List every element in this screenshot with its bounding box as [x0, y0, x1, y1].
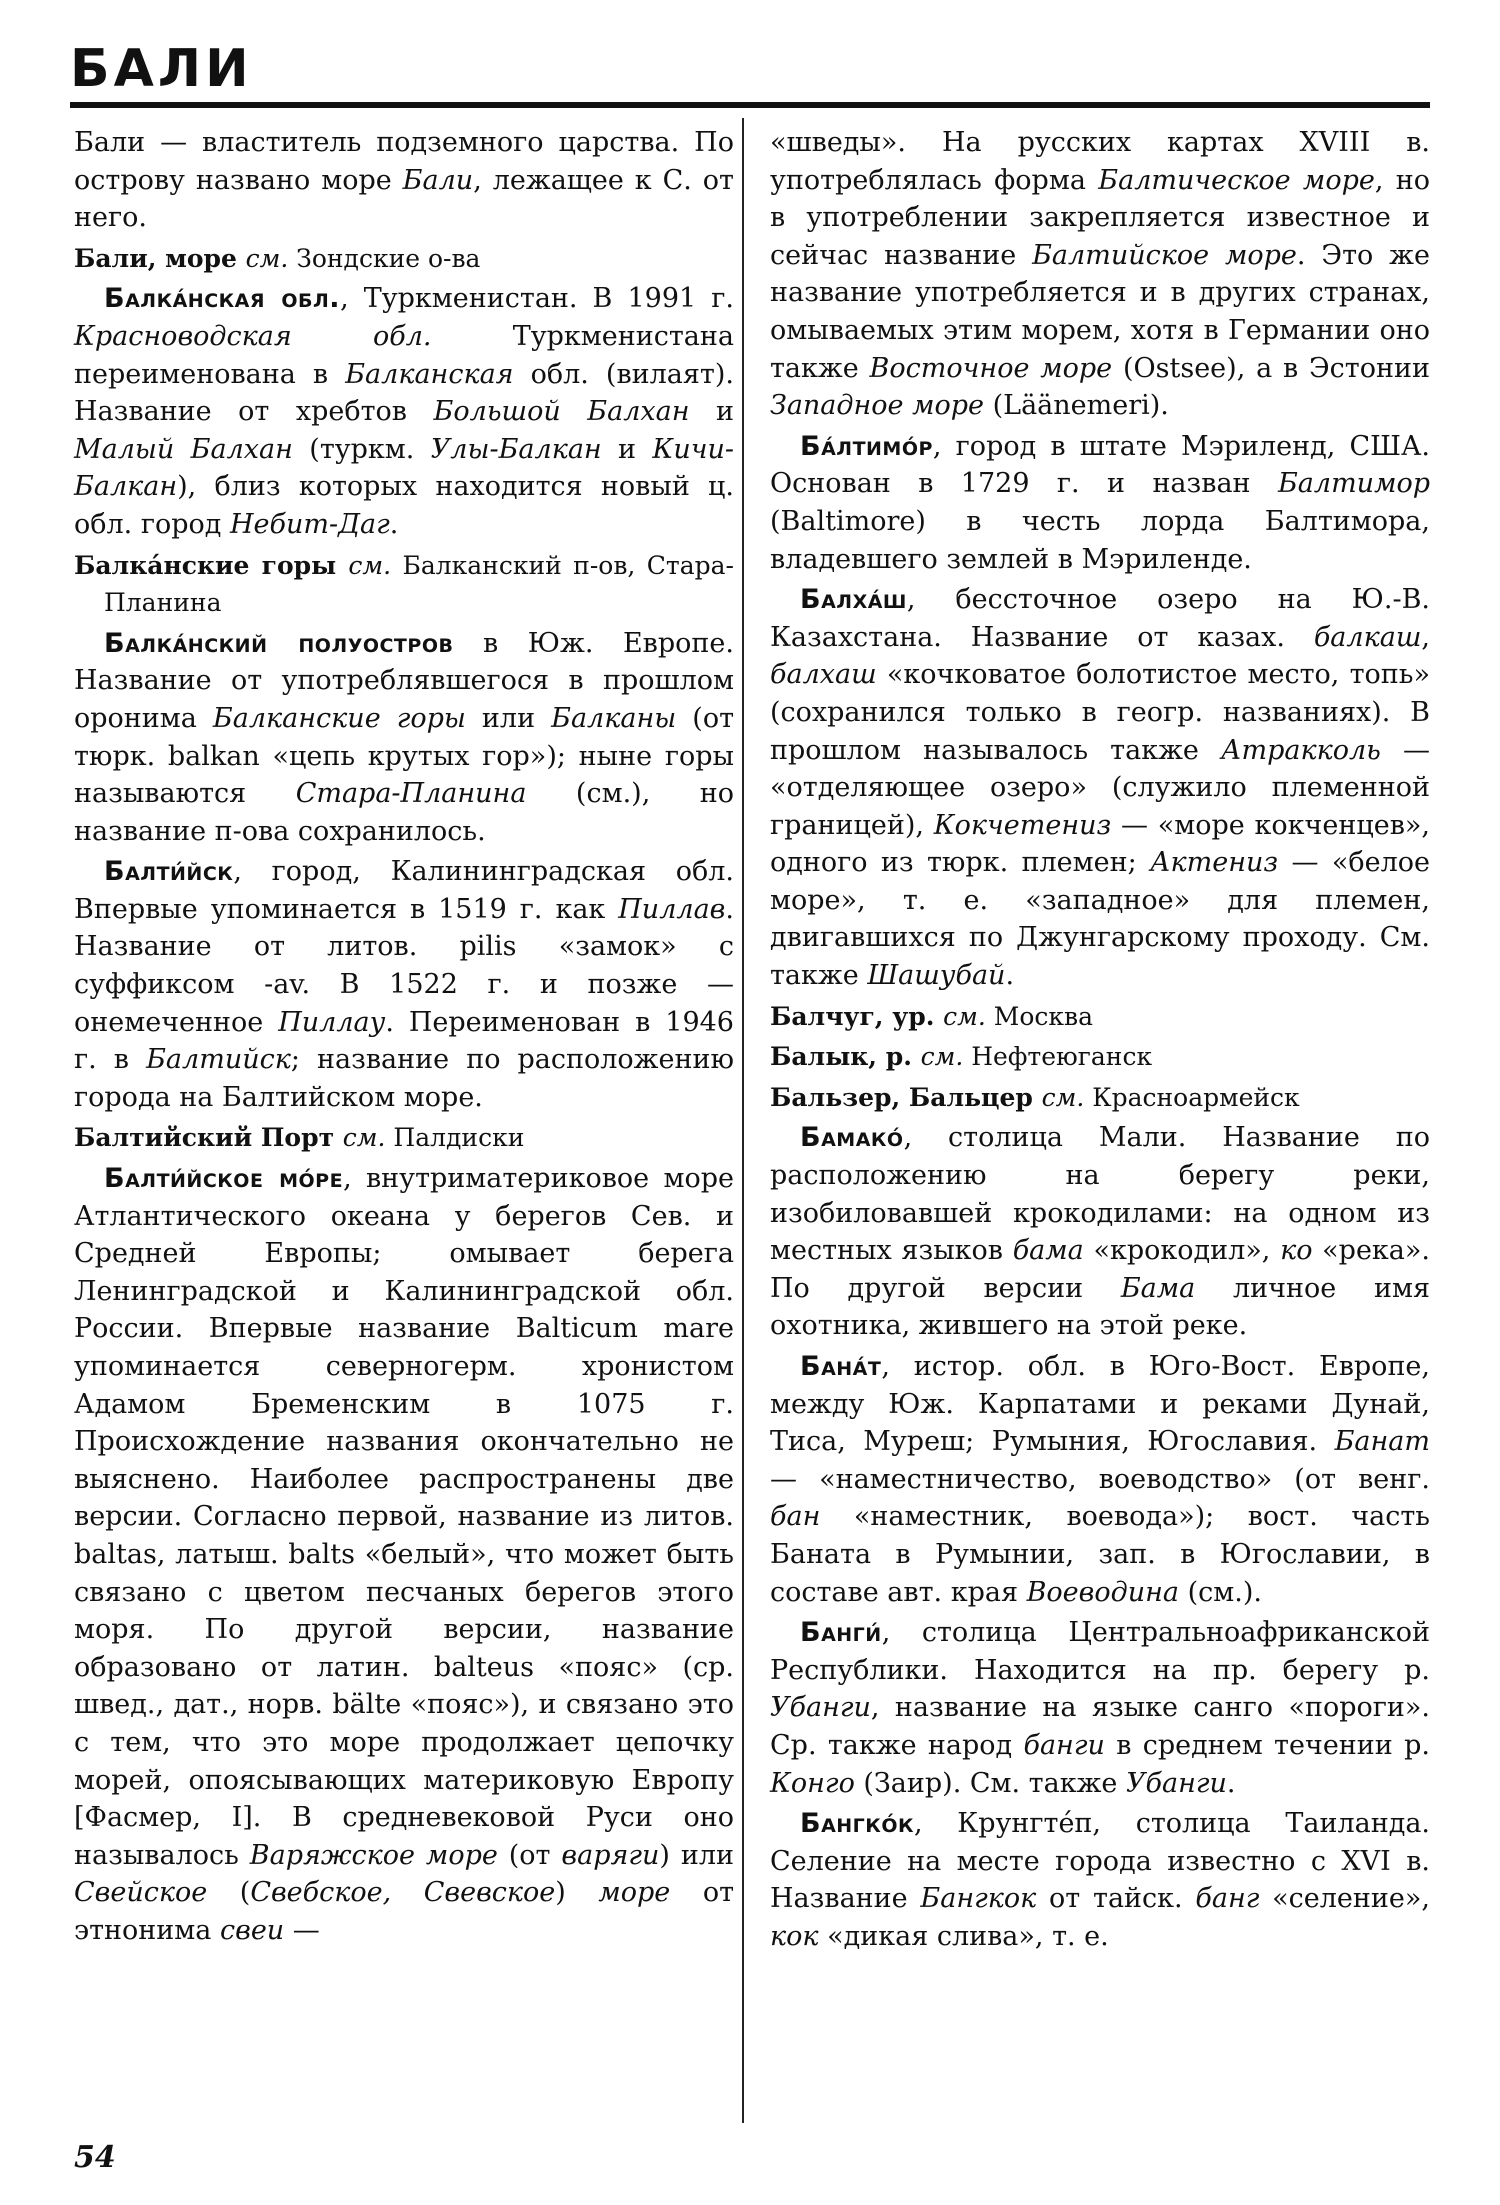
dictionary-entry [770, 581, 1430, 995]
cross-reference-entry [74, 547, 734, 622]
italic-term: Небит-Даг [229, 508, 390, 540]
dictionary-entry [770, 1805, 1430, 1955]
dictionary-entry [770, 1614, 1430, 1802]
italic-term: Конго [770, 1767, 855, 1799]
entry-text: . [389, 508, 399, 540]
italic-term: Пиллау [278, 1006, 386, 1038]
entry-text: . [1226, 1767, 1236, 1799]
entry-text: и [689, 396, 735, 428]
italic-term: Малый Балхан [74, 433, 293, 465]
italic-term: Улы-Балкан [430, 433, 602, 465]
cross-reference-entry [74, 240, 734, 278]
italic-term: Бангкок [920, 1883, 1037, 1915]
italic-term: банги [1023, 1729, 1105, 1761]
entry-text: и [601, 433, 653, 465]
italic-term: см. [943, 1001, 986, 1031]
entry-text: в среднем течении р. [1104, 1729, 1430, 1761]
entry-text: — «отделяющее озеро» (служило племенной границей), [770, 734, 1430, 841]
italic-term: Банат [1334, 1426, 1430, 1458]
italic-term: Кичи-Балкан [74, 433, 735, 503]
reference-headword: Балык, р. [770, 1042, 921, 1072]
entry-text: , название на языке санго «пороги». Ср. также народ [770, 1692, 1430, 1761]
entry-text: Балканский п-ов, Стара-Планина [104, 550, 734, 618]
italic-term: Свебское, Свевское [250, 1877, 556, 1909]
entry-text: «шведы». На русских картах XVIII в. употреблялась форма [770, 127, 1430, 196]
italic-term: варяги [561, 1839, 660, 1871]
entry-text: от тайск. [1036, 1883, 1196, 1915]
italic-term: море [598, 1877, 671, 1909]
italic-term: см. [1041, 1082, 1085, 1112]
italic-term: Балканские горы [212, 702, 466, 734]
continued-entry [770, 124, 1430, 425]
italic-term: Балканская [345, 358, 514, 390]
entry-headword: Банги́ [800, 1617, 882, 1649]
entry-headword: Балка́нская обл. [104, 283, 341, 315]
entry-text: , внутриматериковое море Атлантического океана у берегов Сев. и Средней Европы; омывает берега Ленинградской и Калининградской обл. России. Впервые название Balticum mare упоминается северногерм. хронистом Адамом Бременским в 1075 г. Происхождение названия окончательно не выяснено. Наиболее распространены две версии. Согласно первой, название из литов. baltas, латыш. balts «белый», что может быть связано с цветом песчаных берегов этого моря. По другой версии, название образовано от латин. balteus «пояс» (ср. швед., дат., норв. bälte «пояс»), и связано это с тем, что это море продолжает цепочку морей, опоясывающих материковую Европу [Фасмер, I]. В средневековой Руси оно называлось [74, 1163, 734, 1871]
entry-text: , Крунгтéп, столица Таиланда. Селение на месте города известно с XVI в. Название [770, 1808, 1430, 1915]
cross-reference-entry [74, 1119, 734, 1157]
reference-headword: Балка́нские горы [74, 550, 349, 580]
dictionary-entry [74, 625, 734, 851]
italic-term: Балканы [551, 702, 677, 734]
italic-term: ко [1280, 1235, 1313, 1267]
entry-text: (см.), но название п-ова сохранилось. [74, 778, 734, 847]
left-column [74, 124, 734, 1953]
entry-text: Красноармейск [1084, 1082, 1300, 1112]
entry-text: «кочковатое болотистое место, топь» (сохранился только в геогр. названиях). В прошлом называлось также [770, 659, 1430, 766]
entry-headword: Балка́нский полуостров [104, 627, 454, 659]
entry-text: — [284, 1914, 320, 1946]
italic-term: Бама [1120, 1272, 1196, 1304]
entry-text: (от [497, 1839, 562, 1871]
italic-term: Атракколь [1221, 734, 1381, 766]
reference-headword: Бальзер, Бальцер [770, 1082, 1042, 1112]
italic-term: см. [348, 550, 392, 580]
entry-text: «крокодил», [1083, 1235, 1281, 1267]
italic-term: бама [1012, 1235, 1084, 1267]
entry-text: , [1421, 621, 1430, 653]
entry-text: личное имя охотника, жившего на этой реке. [770, 1272, 1430, 1342]
reference-headword: Балтийский Порт [74, 1123, 343, 1153]
entry-headword: Бангко́к [800, 1808, 915, 1840]
page-header [70, 40, 1430, 108]
entry-text: , город, Калининградская обл. Впервые упоминается в 1519 г. как [74, 856, 734, 925]
entry-text: «наместник, воевода»); вост. часть Баната в Румынии, зап. в Югославии, в составе авт. края [770, 1501, 1430, 1608]
entry-text: ) или [659, 1839, 734, 1871]
dictionary-entry [770, 428, 1430, 578]
italic-term: Стара-Планина [295, 778, 527, 810]
italic-term: Балтическое море [1098, 164, 1375, 196]
entry-text: , истор. обл. в Юго-Вост. Европе, между Юж. Карпатами и реками Дунай, Тиса, Муреш; Румыния, Югославия. [770, 1351, 1430, 1458]
entry-text: (от тюрк. balkan «цепь крутых гор»); ныне горы называются [74, 702, 735, 810]
italic-term: кок [770, 1920, 819, 1952]
entry-text: . Это же название употребляется и в других странах, омываемых этим морем, хотя в Германии оно также [770, 239, 1430, 384]
reference-headword: Балчуг, ур. [770, 1001, 944, 1031]
entry-text: (Baltimore) в честь лорда Балтимора, владевшего землей в Мэриленде. [770, 505, 1430, 575]
italic-term: Балтийск [146, 1044, 291, 1076]
entry-text: , лежащее к С. от него. [74, 164, 734, 234]
entry-text: — «белое море», т. е. «западное» для племен, двигавшихся по Джунгарскому проходу. См. также [770, 847, 1430, 992]
italic-term: Большой Балхан [433, 396, 690, 428]
entry-text: , но в употреблении закрепляется известное и сейчас название [770, 164, 1430, 271]
entry-text: , столица Центральноафриканской Республики. Находится на пр. берегу р. [770, 1617, 1430, 1686]
entry-text: «дикая слива», т. е. [818, 1920, 1109, 1952]
entry-text: Туркменистана переименована в [74, 320, 734, 390]
italic-term: Воеводина [1026, 1576, 1180, 1608]
italic-term: Балтийское море [1032, 239, 1297, 271]
italic-term: Бали [402, 164, 474, 196]
entry-headword: Ба́лтимо́р [800, 430, 933, 462]
entry-text: в Юж. Европе. Название от употреблявшегося в прошлом оронима [74, 627, 734, 734]
right-column [770, 124, 1430, 1959]
entry-text: ), близ которых находится новый ц. обл. город [74, 471, 734, 540]
italic-term: см. [245, 243, 289, 273]
dictionary-entry [74, 853, 734, 1116]
italic-term: бан [770, 1501, 821, 1533]
entry-text: Палдиски [385, 1123, 525, 1153]
column-divider [742, 118, 744, 2123]
entry-text: — «море кокченцев», одного из тюрк. племен; [770, 809, 1430, 879]
italic-term: см. [342, 1123, 386, 1153]
entry-text: «селение», [1259, 1883, 1430, 1915]
entry-text: обл. (вилаят). Название от хребтов [74, 358, 734, 428]
entry-text: (Заир). См. также [854, 1767, 1126, 1799]
entry-text: или [465, 702, 552, 734]
italic-term: Красноводская обл. [74, 320, 432, 352]
italic-term: балкаш [1313, 621, 1422, 653]
entry-text: . Переименован в 1946 г. в [74, 1006, 734, 1076]
entry-text: . Название от литов. pilis «замок» с суффиксом -av. В 1522 г. и позже — онемеченное [74, 893, 734, 1038]
italic-term: Балтимор [1277, 468, 1430, 500]
italic-term: Убанги [770, 1692, 871, 1724]
entry-text: , город в штате Мэриленд, США. Основан в 1729 г. и назван [770, 430, 1430, 500]
entry-text: ) [555, 1877, 599, 1909]
italic-term: Западное море [770, 390, 985, 422]
dictionary-entry [74, 280, 734, 543]
cross-reference-entry [770, 998, 1430, 1036]
running-head: БАЛИ [70, 39, 253, 99]
italic-term: Пиллав [618, 893, 726, 925]
cross-reference-entry [770, 1079, 1430, 1117]
entry-text: ; название по расположению города на Балтийском море. [74, 1044, 734, 1113]
entry-text: Нефтеюганск [963, 1042, 1153, 1072]
dictionary-entry [770, 1348, 1430, 1611]
entry-text: Зондские о-ва [288, 243, 481, 273]
entry-text: Москва [985, 1001, 1093, 1031]
entry-text: от этнонима [74, 1877, 735, 1946]
italic-term: Восточное море [869, 352, 1113, 384]
entry-text: (Läänemeri). [984, 390, 1169, 422]
dictionary-entry [770, 1119, 1430, 1345]
entry-text: — «наместничество, воеводство» (от венг. [770, 1463, 1430, 1495]
italic-term: балхаш [770, 659, 877, 691]
entry-text: «река». По другой версии [770, 1235, 1431, 1304]
entry-text: Бали — властитель подземного царства. По острову названо море [74, 127, 734, 196]
reference-headword: Бали, море [74, 243, 246, 273]
italic-term: Кокчетениз [933, 809, 1112, 841]
entry-headword: Бана́т [800, 1351, 882, 1382]
cross-reference-entry [770, 1038, 1430, 1076]
italic-term: свеи [219, 1914, 285, 1946]
entry-headword: Балти́йское мо́ре [104, 1163, 344, 1195]
entry-text: , бессточное озеро на Ю.-В. Казахстана. Название от казах. [770, 584, 1430, 653]
italic-term: Варяжское море [249, 1839, 498, 1871]
italic-term: банг [1195, 1883, 1260, 1915]
entry-text: (туркм. [292, 433, 431, 465]
entry-text: . [1005, 960, 1015, 992]
continued-entry [74, 124, 734, 237]
entry-headword: Бамако́ [800, 1122, 904, 1154]
italic-term: Актениз [1150, 847, 1279, 879]
entry-text: ( [207, 1877, 251, 1909]
italic-term: Убанги [1126, 1767, 1227, 1799]
entry-headword: Балти́йск [104, 856, 234, 888]
entry-headword: Балха́ш [800, 584, 907, 616]
entry-text: , Туркменистан. В 1991 г. [340, 283, 734, 315]
italic-term: см. [920, 1042, 964, 1072]
entry-text: , столица Мали. Название по расположению на берегу реки, изобиловавшей крокодилами: на одном из местных языков [770, 1122, 1430, 1267]
page-number: 54 [74, 2140, 116, 2175]
entry-text: (см.). [1179, 1576, 1262, 1608]
entry-text: (Ostsee), а в Эстонии [1112, 352, 1430, 384]
italic-term: Свейское [74, 1877, 208, 1909]
dictionary-entry [74, 1160, 734, 1949]
italic-term: Шашубай [867, 960, 1006, 992]
